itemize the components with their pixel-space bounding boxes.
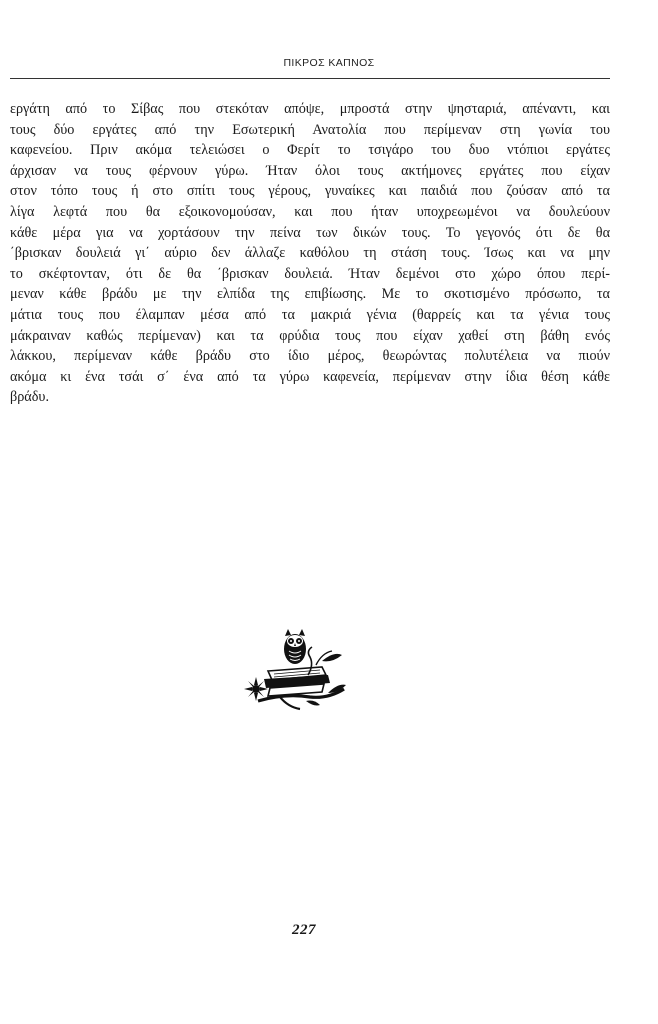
running-head: ΠΙΚΡΟΣ ΚΑΠΝΟΣ	[283, 57, 375, 69]
text-line: μεναν κάθε βράδυ με την ελπίδα της επιβίωσης. Με το σκοτισμένο πρόσωπο, τα	[10, 286, 610, 303]
text-line: λίγα λεφτά που θα εξοικονομούσαν, και που ήταν υποχρεωμένοι να δουλεύουν	[10, 203, 610, 220]
text-line: άρχισαν να τους φέρνουν γύρω. Ήταν όλοι τους ακτήμονες εργάτες που είχαν	[10, 162, 610, 179]
header-rule	[10, 78, 610, 79]
text-line: το σκέφτονταν, ότι δε θα ΄βρισκαν δουλειά. Ήταν δεμένοι στο χώρο όπου περί-	[10, 265, 610, 282]
text-line: ΄βρισκαν δουλειά γι΄ αύριο δεν άλλαζε καθόλου τη στάση τους. Ίσως και να μην	[10, 245, 610, 262]
text-line: μάτια τους που έλαμπαν μέσα από τα μακριά γένια (θαρρείς και τα γένια τους	[10, 306, 610, 323]
text-line: ακόμα κι ένα τσάι σ΄ ένα από τα γύρω καφενεία, περίμεναν στην ίδια θέση κάθε	[10, 368, 610, 385]
text-line: εργάτη από το Σίβας που στεκόταν απόψε, μπροστά στην ψησταριά, απέναντι, και	[10, 101, 610, 117]
owl-on-books-ornament-icon	[240, 627, 350, 713]
body-paragraph	[10, 99, 610, 408]
text-line: μάκραιναν καθώς περίμεναν) και τα φρύδια τους που είχαν χαθεί στη βάθη ενός	[10, 327, 610, 344]
text-line: καφενείου. Πριν ακόμα τελειώσει ο Φερίτ το τσιγάρο του δυο ντόπιοι εργάτες	[10, 142, 610, 159]
text-line: στον τόπο τους ή στο σπίτι τους γέρους, γυναίκες και παιδιά που ζούσαν από τα	[10, 183, 610, 200]
text-line: λάκκου, περίμεναν κάθε βράδυ στο ίδιο μέρος, θεωρώντας πολυτέλεια να πιούν	[10, 348, 610, 365]
text-line: κάθε μέρα για να χορτάσουν την πείνα των δικών τους. Το γεγονός ότι δε θα	[10, 224, 610, 241]
text-line: βράδυ.	[10, 389, 49, 406]
text-line: τους δύο εργάτες από την Εσωτερική Ανατολία που περίμεναν στη γωνία του	[10, 121, 610, 138]
page-number: 227	[292, 922, 316, 938]
